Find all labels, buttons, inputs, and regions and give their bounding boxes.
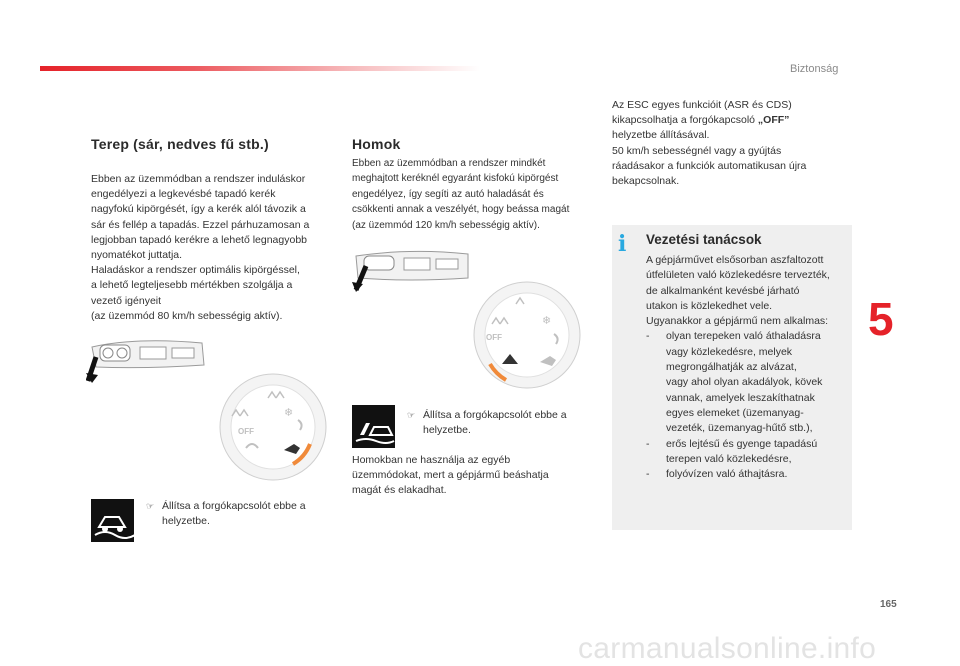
terrain-paragraph: Ebben az üzemmódban a rendszer induláskor engedélyezi a legkevésbé tapadó kerék nagyfokú kipörgését, így a kerék alól távozik a sár és fellép a tapadás. Ezzel párhuzamosan a legjobban tapadó kerékre a lehető legnagyobb nyomatékot juttatja. Haladáskor a rendszer optimális kipörgéssel, a lehető legteljesebb mértékben szolgálja a vezető igényeit (az üzemmód 80 km/h sebességig aktív). [91, 173, 310, 322]
header-accent-bar [40, 66, 480, 71]
tip-item: - folyóvízen való áthajtásra. [646, 468, 788, 481]
mud-mode-icon [91, 499, 134, 542]
driving-tips-body: A gépjárművet elsősorban aszfaltozott útfelületen való közlekedésre tervezték, de alkalmanként kevésbé járható utakon is közlekedhet vele. Ugyanakkor a gépjármű nem alkalmas: - olyan terepeken való áthaladásra vagy közlekedésre, melyek megrongálhatják az alvázat, vagy ahol olyan akadályok, kövek vannak, amelyek leszakíthatnak egyes elemeket (üzemanyag- vezeték, üzemanyag-hűtő stb.), - erős lejtésű és gyenge tapadású terepen való közlekedésre, - folyóvízen való áthajtásra. [646, 253, 846, 482]
dashboard-illustration-2 [350, 250, 472, 294]
driving-tips-title: Vezetési tanácsok [646, 232, 762, 247]
driving-tips-box [612, 225, 852, 530]
svg-text:OFF: OFF [238, 427, 254, 436]
sand-title: Homok [352, 136, 401, 152]
chapter-number: 5 [868, 293, 894, 345]
pointer-icon: ☞ [146, 501, 155, 511]
sand-warning: Homokban ne használja az egyéb üzemmódokat, mert a gépjármű beáshatja magát és elakadhat. [352, 454, 549, 497]
terrain-title: Terep (sár, nedves fű stb.) [91, 136, 269, 152]
svg-text:OFF: OFF [486, 333, 502, 342]
tip-item: - erős lejtésű és gyenge tapadású terepen való közlekedésre, [646, 437, 818, 465]
sand-mode-icon [352, 405, 395, 448]
svg-text:❄: ❄ [542, 315, 552, 327]
mud-instruction: ☞ Állítsa a forgókapcsolót ebbe a helyzetbe. [146, 500, 306, 527]
page-number: 165 [880, 599, 897, 610]
section-label: Biztonság [790, 63, 839, 75]
pointer-icon: ☞ [407, 410, 416, 420]
mode-dial-1 [218, 372, 328, 482]
sand-instruction: ☞ Állítsa a forgókapcsolót ebbe a helyzetbe. [407, 409, 567, 436]
esc-paragraph: Az ESC egyes funkcióit (ASR és CDS) kikapcsolhatja a forgókapcsoló „OFF” helyzetbe állításával. 50 km/h sebességnél vagy a gyújtás ráadásakor a funkciók automatikusan újra bekapcsolnak. [612, 99, 807, 188]
dashboard-illustration-1 [86, 335, 208, 385]
mode-dial-2 [472, 280, 582, 390]
info-icon: i [618, 231, 627, 257]
sand-paragraph: Ebben az üzemmódban a rendszer mindkét meghajtott keréknél egyaránt kisfokú kipörgést engedélyez, így segíti az autó haladását és csökkenti annak a veszélyét, hogy beássa magát (az üzemmód 120 km/h sebességig aktív). [352, 158, 570, 231]
watermark: carmanualsonline.info [578, 632, 877, 665]
svg-text:❄: ❄ [284, 407, 294, 419]
off-position-label: „OFF” [757, 114, 790, 127]
tip-item: - olyan terepeken való áthaladásra vagy közlekedésre, melyek megrongálhatják az alvázat, vagy ahol olyan akadályok, kövek vannak, amelyek leszakíthatnak egyes elemeket (üzemanyag- vezeték, üzemanyag-hűtő stb.), [646, 330, 823, 435]
